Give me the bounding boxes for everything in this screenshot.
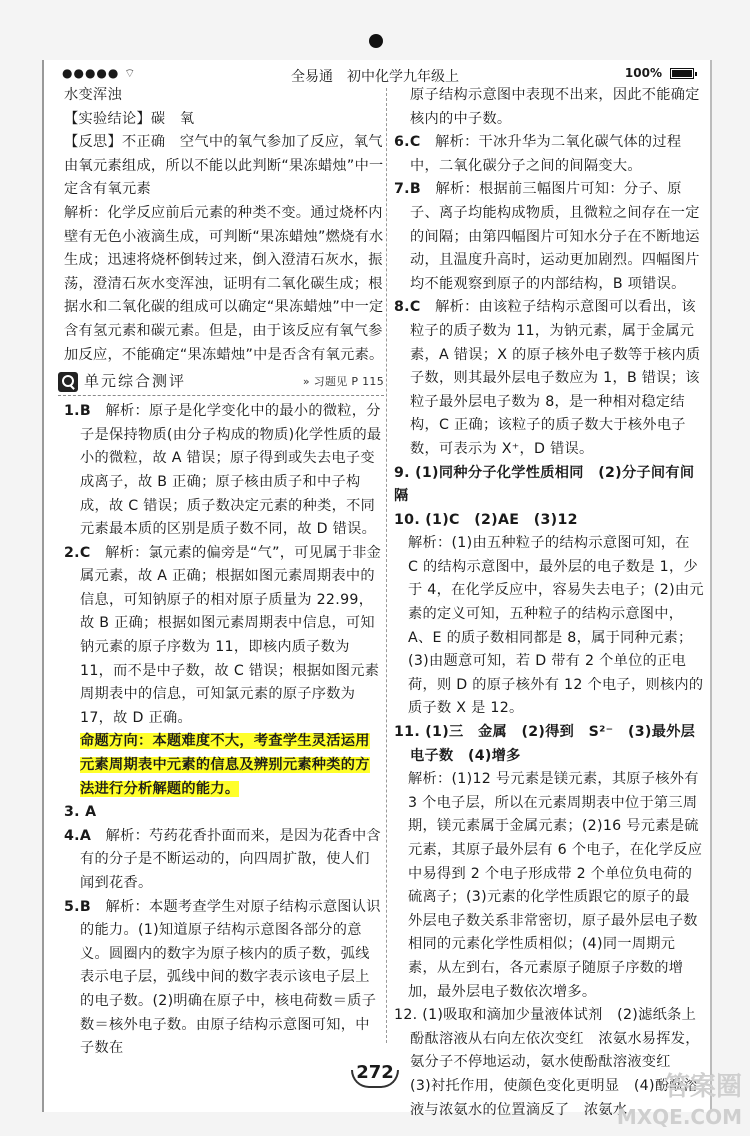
highlight-note: 命题方向：本题难度不大，考查学生灵活运用元素周期表中元素的信息及辨别元素种类的方法进行分析解题的能力。 <box>80 733 370 797</box>
answer-item: 4.A 解析：芍药花香扑面而来，是因为花香中含有的分子是不断运动的，向四周扩散，使人们闻到花香。 <box>64 827 381 891</box>
wifi-icon: ⌔ <box>124 66 137 80</box>
answer-item: 11. (1)三 金属 (2)得到 S²⁻ (3)最外层电子数 (4)增多 <box>394 724 696 764</box>
column-divider <box>386 88 387 1043</box>
answer-item: 6.C 解析：干冰升华为二氧化碳气体的过程中，二氧化碳分子之间的间隔变大。 <box>394 134 682 174</box>
page-number: 272 <box>347 1056 403 1090</box>
answer-item: 9. (1)同种分子化学性质相同 (2)分子间有间隔 <box>394 464 695 505</box>
right-column <box>394 84 704 1122</box>
watermark-logo: 答案圈 MXQE.COM <box>616 1072 742 1129</box>
answer-item: 12. (1)吸取和滴加少量液体试剂 (2)滤纸条上酚酞溶液从右向左依次变红 浓氨水易挥发，氨分子不停地运动，氨水使酚酞溶液变红 (3)衬托作用，使颜色变化更明显 (4)酚酞溶液与浓氨水的位置滴反了 浓氨水 <box>394 1007 700 1118</box>
analysis: 解析：(1)12 号元素是镁元素，其原子核外有 3 个电子层，所以在元素周期表中位于第三周期，镁元素属于金属元素；(2)16 号元素是硫元素，其原子最外层有 6 个电子，在化学反应中易得到 2 个电子形成带 2 个单位负电荷的硫离子；(3)元素的化学性质跟它的原子的最外层电子数关系非常密切，原子最外层电子数相同的元素化学性质相似；(4)同一周期元素，从左到右，各元素原子随原子序数的增加，最外层电子数依次增多。 <box>408 771 703 1000</box>
book-title: 全易通 初中化学九年级上 <box>291 69 459 85</box>
reflection: 【反思】不正确 空气中的氧气参加了反应，氧气由氧元素组成，所以不能以此判断“果冻蜡烛”中一定含有氧元素 <box>64 134 384 198</box>
analysis: 解析：化学反应前后元素的种类不变。通过烧杯内壁有无色小液滴生成，可判断“果冻蜡烛”燃烧有水生成；迅速将烧杯倒转过来，倒入澄清石灰水，振荡，澄清石灰水变浑浊，证明有二氧化碳生成；根据水和二氧化碳的组成可以确定“果冻蜡烛”中一定含有氢元素和碳元素。但是，由于该反应有氧气参加反应，不能确定“果冻蜡烛”中是否含有氧元素。 <box>64 204 384 363</box>
camera-dot <box>369 34 383 48</box>
analysis: 解析：(1)由五种粒子的结构示意图可知，在 C 的结构示意图中，最外层的电子数是 1，少于 4，在化学反应中，容易失去电子；(2)由元素的定义可知，五种粒子的结构示意图中，A、E 的质子数相同都是 8，属于同种元素；(3)由题意可知，若 D 带有 2 个单位的正电荷，则 D 的原子核外有 12 个电子，则核内的质子数 X 是 12。 <box>408 535 704 717</box>
answer-item: 10. (1)C (2)AE (3)12 <box>394 511 578 528</box>
signal-icon: ●●●●● ⌔ <box>62 66 137 80</box>
section-title: 单元综合测评 <box>84 372 187 391</box>
text-line: 水变浑浊 <box>64 87 122 103</box>
answer-item: 2.C 解析：氯元素的偏旁是“气”，可见属于非金属元素，故 A 正确；根据如图元素周期表中的信息，可知钠原子的相对原子质量为 22.99，故 B 正确；根据如图元素周期表中信息，可知钠元素的原子序数为 11，即核内质子数为 11，而不是中子数，故 C 错误；根据如图元素周期表中的信息，可知氯元素的原子序数为 17，故 D 正确。 <box>64 544 382 726</box>
search-icon <box>58 372 78 392</box>
experiment-conclusion: 【实验结论】碳 氧 <box>64 110 195 127</box>
battery-percent: 100% <box>624 66 662 80</box>
section-header <box>58 369 384 396</box>
answer-item: 8.C 解析：由该粒子结构示意图可以看出，该粒子的质子数为 11，为钠元素，属于金属元素，A 错误；X 的原子核外电子数等于核内质子数，则其最外层电子数应为 1，B 错误；该粒子最外层电子数为 8，是一种相对稳定结构，C 正确；该粒子的质子数大于核外电子数，可表示为 X⁺，D 错误。 <box>394 299 701 457</box>
answer-item: 5.B 解析：本题考查学生对原子结构示意图认识的能力。(1)知道原子结构示意图各部分的意义。圆圈内的数字为原子核内的质子数，弧线表示电子层，弧线中间的数字表示该电子层上的电子数。(2)明确在原子中，核电荷数＝质子数＝核外电子数。由原子结构示意图可知，中子数在 <box>64 898 381 1057</box>
battery-icon <box>670 68 694 79</box>
left-column <box>64 84 384 1061</box>
answer-item: 1.B 解析：原子是化学变化中的最小的微粒，分子是保持物质(由分子构成的物质)化学性质的最小的微粒，故 A 错误；原子得到或失去电子变成离子，故 B 正确；原子核由质子和中子构成，故 C 错误；质子数决定元素的种类，不同元素最本质的区别是质子数不同，故 D 错误。 <box>64 403 382 538</box>
answer-item: 7.B 解析：根据前三幅图片可知：分子、原子、离子均能构成物质，且微粒之间存在一定的间隔；由第四幅图片可知水分子在不断地运动，且温度升高时，运动更加剧烈。四幅图片均不能观察到原子的内部结构，B 项错误。 <box>394 181 700 292</box>
text-line: 原子结构示意图中表现不出来，因此不能确定核内的中子数。 <box>410 87 700 127</box>
answer-item: 3. A <box>64 804 97 821</box>
exercise-reference[interactable]: » 习题见 P 115 <box>302 375 384 389</box>
